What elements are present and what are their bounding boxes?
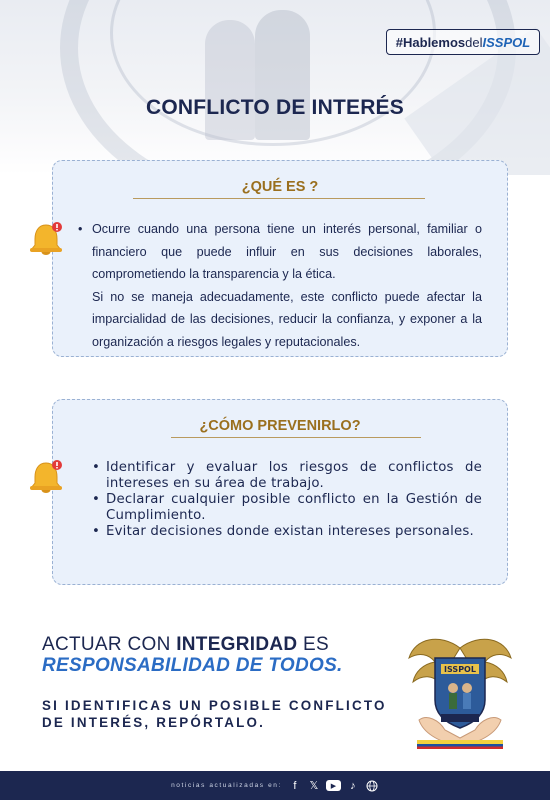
tiktok-icon[interactable]: ♪ xyxy=(350,779,356,792)
hashtag-light: del xyxy=(465,34,483,50)
isspol-logo xyxy=(405,628,515,753)
social-links xyxy=(288,779,379,793)
footer-text: noticias actualizadas en: xyxy=(171,782,282,789)
background-figure xyxy=(205,20,255,140)
facebook-icon[interactable]: f xyxy=(293,779,297,792)
what-is-paragraph: Si no se maneja adecuadamente, este conflicto puede afectar la imparcialidad de las decisiones, reducir la confianza, y exponer a la organización a riesgos legales y reputacionales. xyxy=(92,289,482,349)
header-background xyxy=(0,0,550,175)
list-item: • Declarar cualquier posible conflicto en la Gestión de Cumplimiento. xyxy=(92,492,482,524)
heading-divider xyxy=(171,437,421,438)
list-item: • Identificar y evaluar los riesgos de conflictos de intereses en su área de trabajo. xyxy=(92,460,482,492)
page-title: CONFLICTO DE INTERÉS xyxy=(146,96,404,119)
what-is-paragraph: • Ocurre cuando una persona tiene un interés personal, familiar o financiero que puede influir en sus decisiones laborales, comprometiendo la transparencia y la ética. xyxy=(92,218,482,286)
prevention-list xyxy=(92,460,482,540)
youtube-icon[interactable]: ▶ xyxy=(326,780,341,791)
prevention-heading: ¿CÓMO PREVENIRLO? xyxy=(199,418,361,434)
what-is-heading: ¿QUÉ ES ? xyxy=(241,179,319,195)
what-is-text xyxy=(92,218,482,353)
bell-icon xyxy=(26,457,66,497)
motto-emphasis: INTEGRIDAD xyxy=(176,634,298,655)
motto-text: ES xyxy=(297,634,329,655)
hashtag-brand: ISSPOL xyxy=(482,34,531,50)
motto-line-2: RESPONSABILIDAD DE TODOS. xyxy=(42,655,343,676)
motto-text: ACTUAR CON xyxy=(42,634,177,655)
background-figure xyxy=(255,10,310,140)
x-icon[interactable]: 𝕏 xyxy=(309,780,319,792)
hashtag-bold: #Hablemos xyxy=(395,34,466,50)
logo-text: ISSPOL xyxy=(444,665,476,674)
footer-bar xyxy=(0,771,550,800)
heading-divider xyxy=(133,198,425,199)
report-call-to-action: SI IDENTIFICAS UN POSIBLE CONFLICTO DE INTERÉS, REPÓRTALO. xyxy=(42,698,387,730)
motto-line-1 xyxy=(42,634,329,656)
list-item: • Evitar decisiones donde existan intereses personales. xyxy=(92,524,482,540)
bell-icon xyxy=(26,219,66,259)
globe-icon[interactable] xyxy=(365,779,379,793)
hashtag-badge xyxy=(386,29,540,55)
